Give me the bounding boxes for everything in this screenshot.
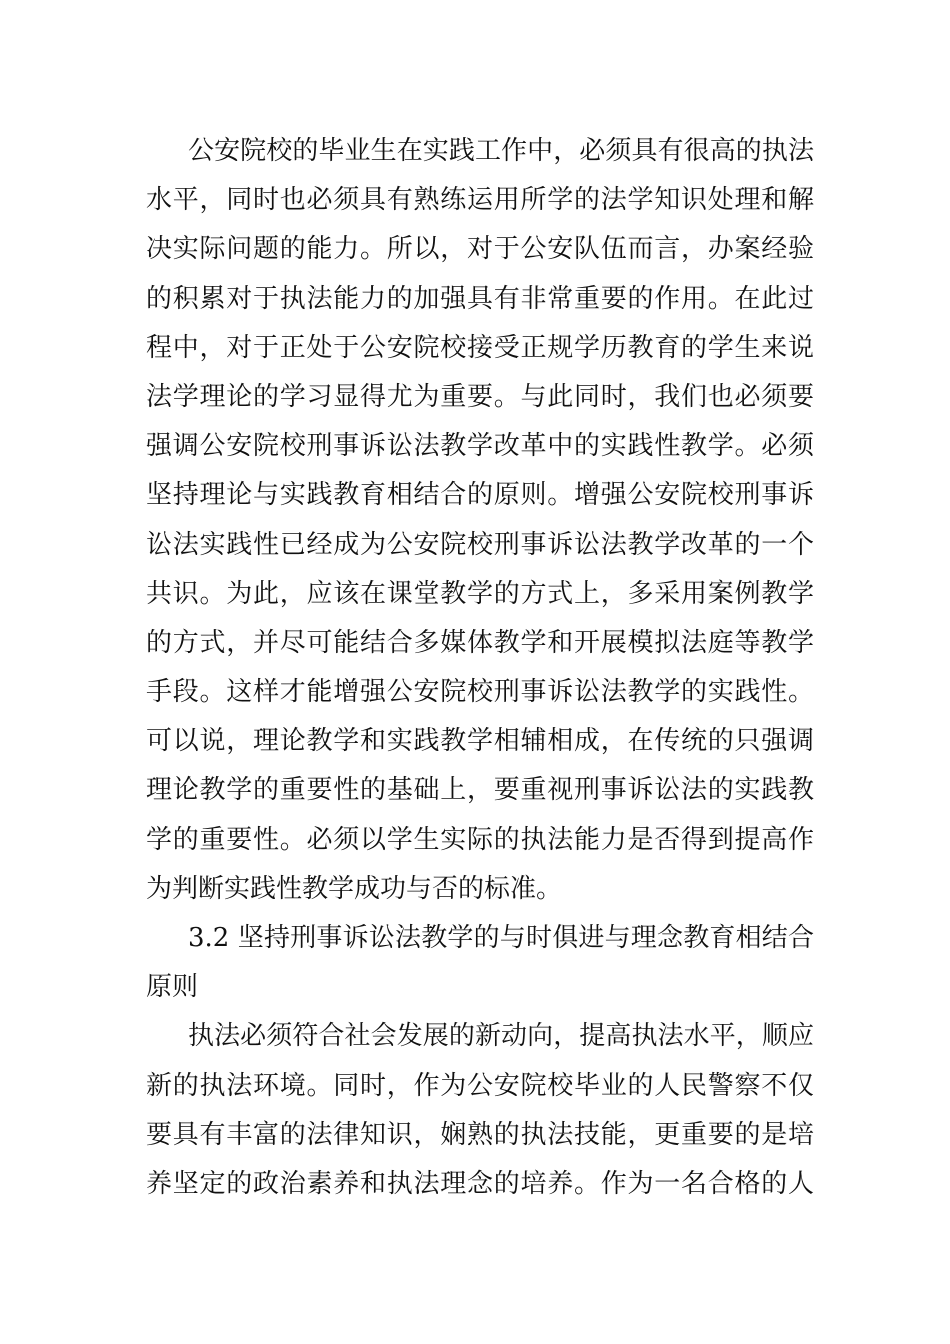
- paragraph-2: [146, 1012, 814, 1209]
- paragraph-line: 学的重要性。必须以学生实际的执法能力是否得到提高作: [146, 824, 814, 855]
- paragraph-line: 水平，同时也必须具有熟练运用所学的法学知识处理和解: [146, 185, 814, 216]
- paragraph-line: 手段。这样才能增强公安院校刑事诉讼法教学的实践性。: [146, 677, 814, 708]
- paragraph-line: 公安院校的毕业生在实践工作中，必须具有很高的执法: [188, 136, 814, 166]
- paragraph-line: 法学理论的学习显得尤为重要。与此同时，我们也必须要: [146, 381, 814, 412]
- paragraph-line: 理论教学的重要性的基础上，要重视刑事诉讼法的实践教: [146, 775, 814, 806]
- paragraph-line: 的积累对于执法能力的加强具有非常重要的作用。在此过: [146, 283, 814, 314]
- paragraph-line: 程中，对于正处于公安院校接受正规学历教育的学生来说: [146, 332, 814, 363]
- section-heading-line: 原则: [146, 972, 199, 1003]
- document-body: [146, 127, 814, 1209]
- section-heading: [146, 914, 814, 1012]
- paragraph-line: 坚持理论与实践教育相结合的原则。增强公安院校刑事诉: [146, 480, 814, 511]
- paragraph-line: 共识。为此，应该在课堂教学的方式上，多采用案例教学: [146, 578, 814, 609]
- section-heading-line: 3.2 坚持刑事诉讼法教学的与时俱进与理念教育相结合: [188, 923, 814, 953]
- paragraph-line: 执法必须符合社会发展的新动向，提高执法水平，顺应: [188, 1021, 814, 1052]
- paragraph-line: 的方式，并尽可能结合多媒体教学和开展模拟法庭等教学: [146, 627, 814, 658]
- paragraph-1: [146, 127, 814, 914]
- paragraph-line: 强调公安院校刑事诉讼法教学改革中的实践性教学。必须: [146, 431, 814, 462]
- paragraph-line: 讼法实践性已经成为公安院校刑事诉讼法教学改革的一个: [146, 529, 814, 560]
- paragraph-line: 可以说，理论教学和实践教学相辅相成，在传统的只强调: [146, 726, 814, 757]
- paragraph-line: 养坚定的政治素养和执法理念的培养。作为一名合格的人: [146, 1168, 814, 1199]
- paragraph-line: 要具有丰富的法律知识，娴熟的执法技能，更重要的是培: [146, 1119, 814, 1150]
- paragraph-line: 为判断实践性教学成功与否的标准。: [146, 873, 563, 904]
- paragraph-line: 决实际问题的能力。所以，对于公安队伍而言，办案经验: [146, 234, 814, 265]
- paragraph-line: 新的执法环境。同时，作为公安院校毕业的人民警察不仅: [146, 1070, 814, 1101]
